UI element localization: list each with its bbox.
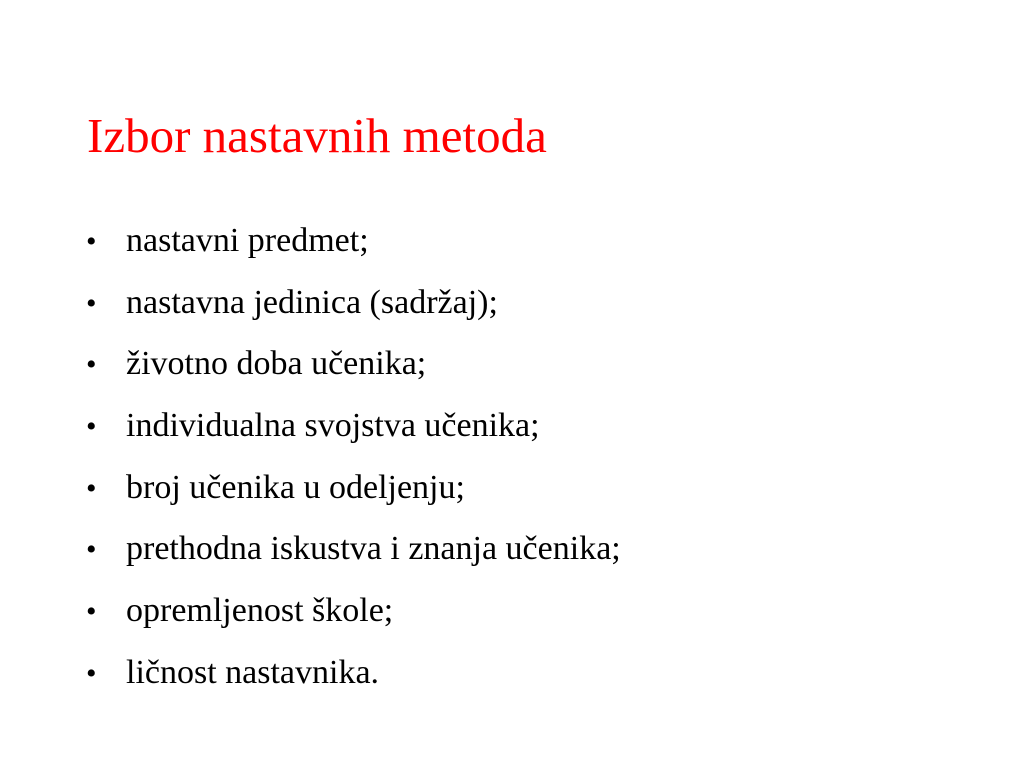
list-item — [86, 465, 621, 527]
list-item — [86, 280, 621, 342]
bullet-text: nastavna jedinica (sadržaj); — [126, 283, 498, 321]
bullet-text: ličnost nastavnika. — [126, 653, 380, 691]
slide-title: Izbor nastavnih metoda — [87, 108, 547, 163]
bullet-list — [86, 218, 621, 712]
bullet-text: broj učenika u odeljenju; — [126, 468, 465, 506]
list-item — [86, 650, 621, 712]
bullet-text: nastavni predmet; — [126, 222, 369, 259]
list-item — [86, 588, 621, 650]
bullet-text: opremljenost škole; — [126, 592, 394, 630]
bullet-icon: • — [86, 471, 97, 505]
bullet-icon: • — [86, 286, 97, 320]
list-item — [86, 341, 621, 403]
bullet-icon: • — [86, 225, 97, 258]
bullet-icon: • — [86, 348, 97, 382]
bullet-icon: • — [86, 595, 97, 629]
list-item — [86, 526, 621, 588]
bullet-text: prethodna iskustva i znanja učenika; — [126, 530, 621, 568]
bullet-text: životno doba učenika; — [126, 345, 427, 383]
bullet-icon: • — [86, 656, 97, 690]
list-item — [86, 218, 621, 280]
bullet-text: individualna svojstva učenika; — [126, 407, 540, 445]
bullet-icon: • — [86, 533, 97, 567]
bullet-icon: • — [86, 410, 97, 444]
list-item — [86, 403, 621, 465]
